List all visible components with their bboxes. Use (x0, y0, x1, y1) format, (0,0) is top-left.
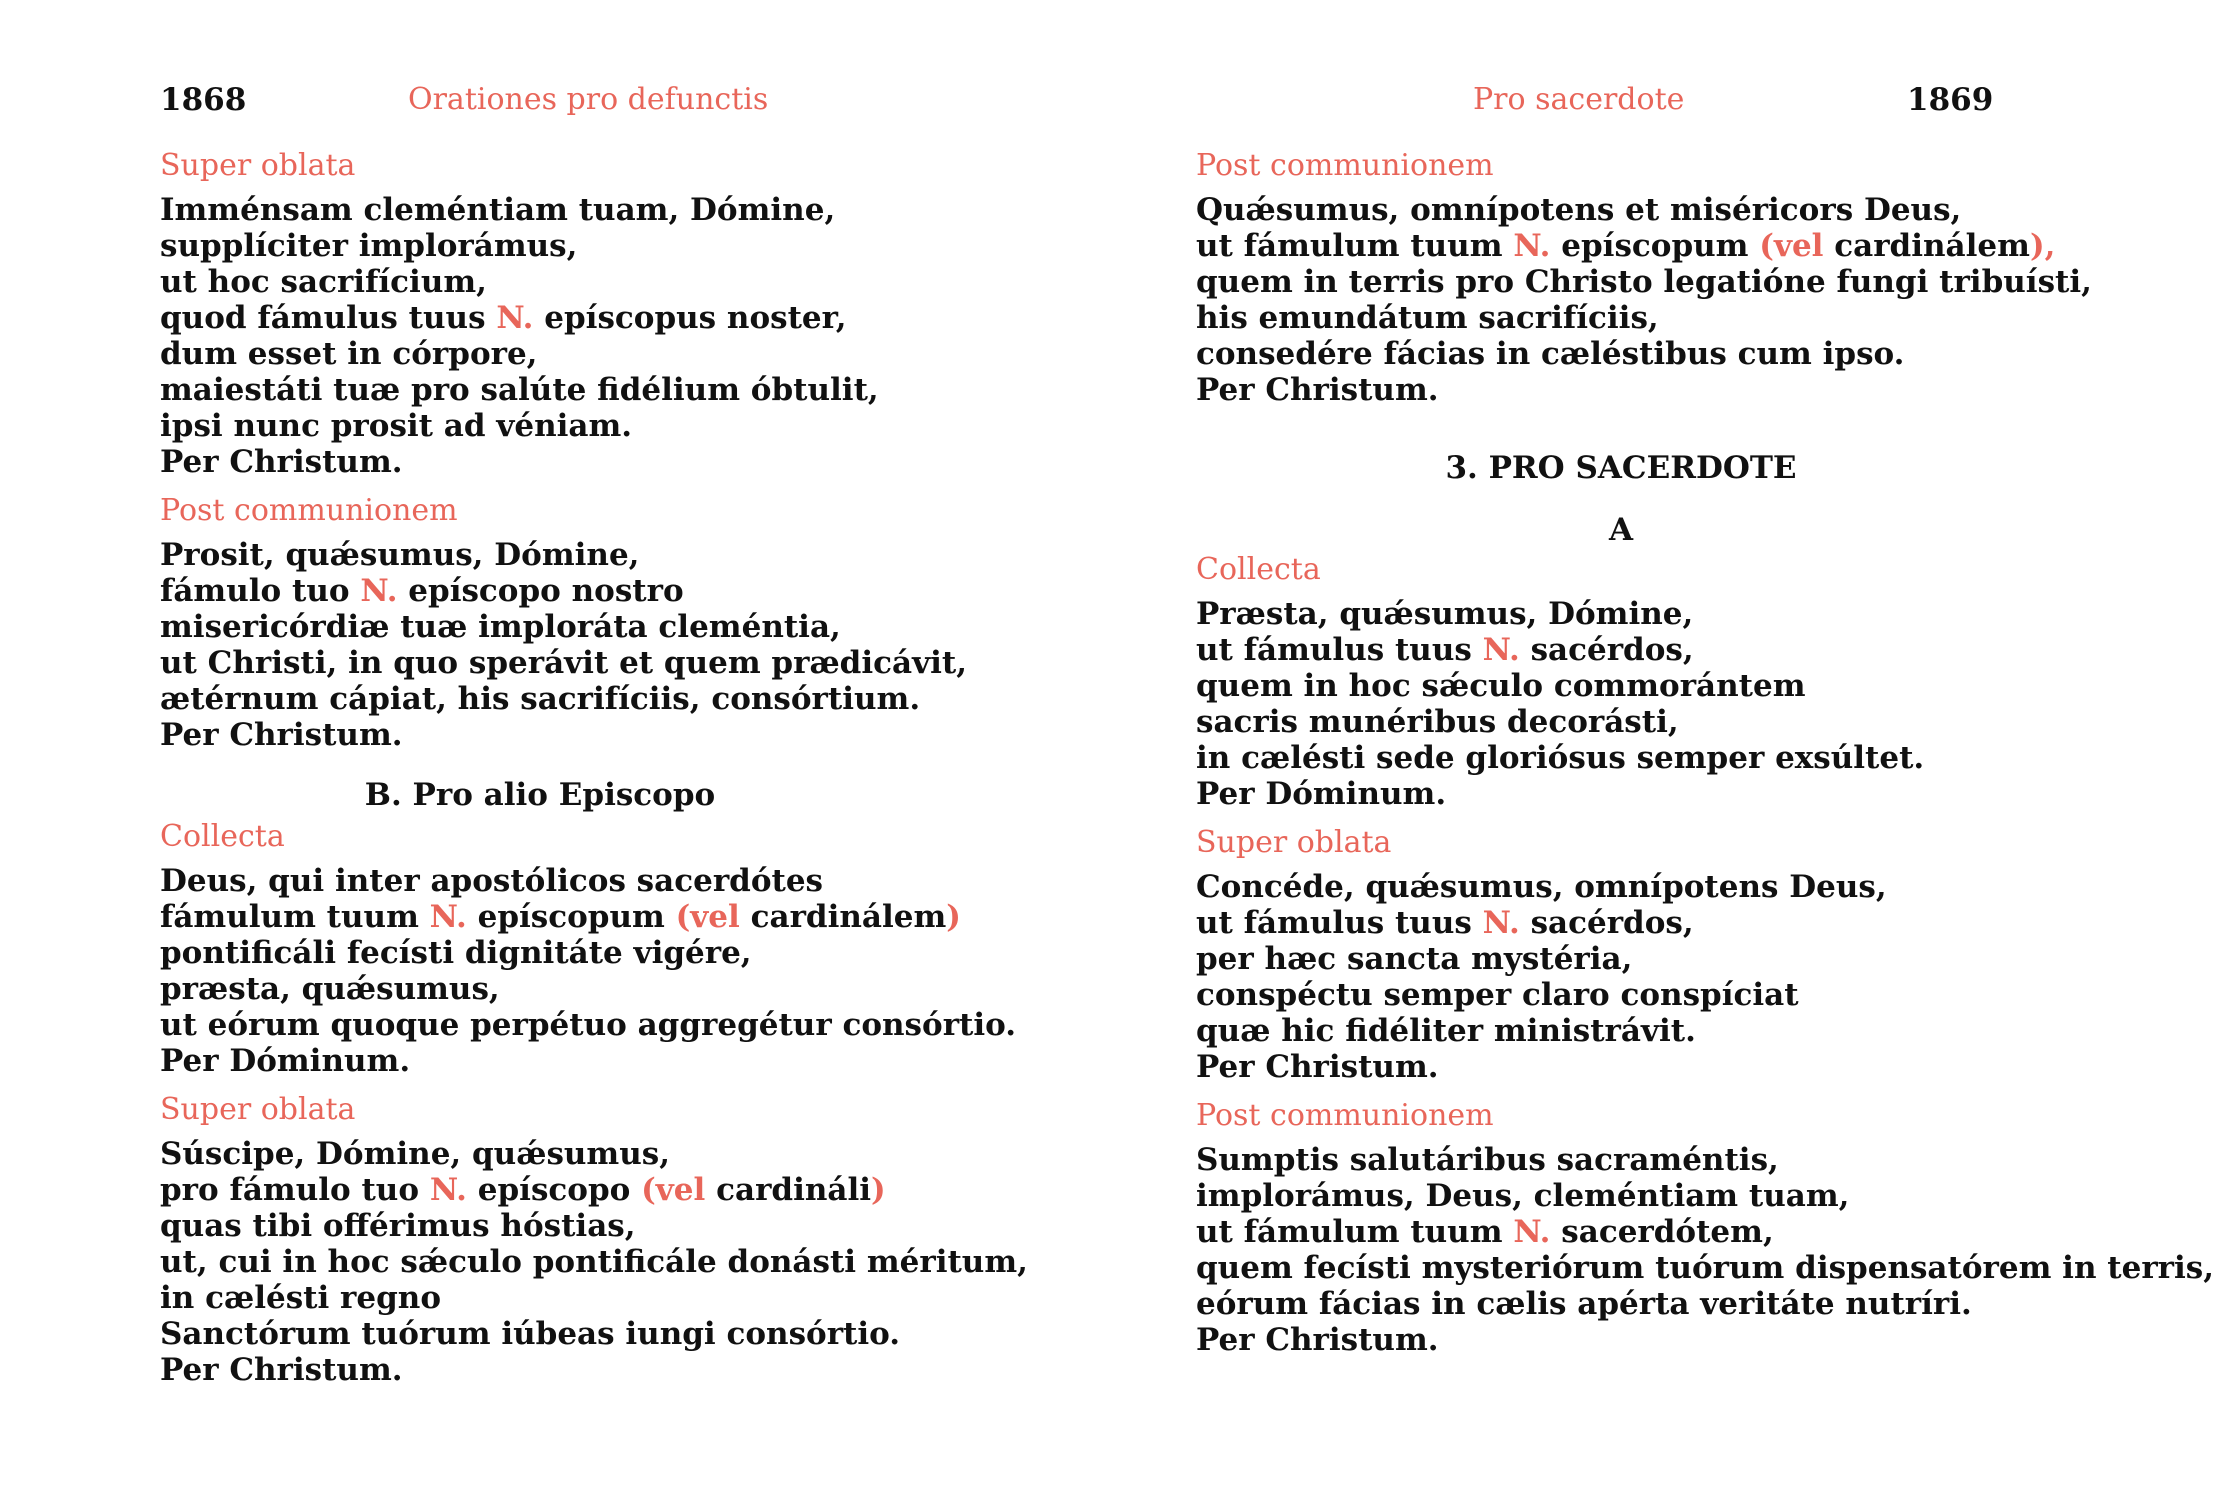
section-label: Collecta (160, 819, 285, 854)
text-line: ut Christi, in quo sperávit et quem prædicávit, (160, 645, 967, 681)
text-line: Quǽsumus, omnípotens et miséricors Deus, (1196, 192, 1962, 228)
page-number: 1868 (160, 82, 247, 118)
subsection-heading: A (1608, 512, 1634, 548)
text-line: ut, cui in hoc sǽculo pontificále donásti méritum, (160, 1244, 1028, 1280)
text-line: conspéctu semper claro conspíciat (1196, 977, 1799, 1013)
text-line: per hæc sancta mystéria, (1196, 941, 1633, 977)
text-line: ut hoc sacrifícium, (160, 264, 487, 300)
collecta-section (1196, 550, 2046, 812)
text-line: implorámus, Deus, cleméntiam tuam, (1196, 1178, 1850, 1214)
text-line: consedére fácias in cæléstibus cum ipso. (1196, 336, 1905, 372)
name-placeholder: N. (496, 300, 534, 336)
right-text-column (1196, 146, 2214, 1369)
section-label: Super oblata (160, 148, 356, 183)
post-communionem-section (160, 491, 967, 753)
text-line: Per Christum. (1196, 1322, 1439, 1358)
text-line: pro fámulo tuo N. epíscopo (vel cardináli) (160, 1172, 886, 1208)
text-line: quas tibi offérimus hóstias, (160, 1208, 636, 1244)
text-line: præsta, quǽsumus, (160, 971, 500, 1007)
section-label: Post communionem (1196, 148, 1494, 183)
left-page (0, 0, 1039, 1500)
text-line: Per Christum. (1196, 372, 1439, 408)
text-line: maiestáti tuæ pro salúte fidélium óbtulit, (160, 372, 879, 408)
text-line: sacris munéribus decorásti, (1196, 704, 1679, 740)
page-number: 1869 (1907, 82, 1994, 118)
post-communionem-section (1196, 1096, 2214, 1358)
text-line: quem fecísti mysteriórum tuórum dispensatórem in terris, (1196, 1250, 2214, 1286)
running-head: Pro sacerdote (1473, 82, 1685, 117)
text-line: his emundátum sacrifíciis, (1196, 300, 1659, 336)
section-heading: 3. PRO SACERDOTE (1445, 450, 1797, 486)
text-line: quem in hoc sǽculo commorántem (1196, 668, 1806, 704)
section-heading: B. Pro alio Episcopo (364, 777, 716, 813)
section-label: Post communionem (1196, 1098, 1494, 1133)
text-line: ipsi nunc prosit ad véniam. (160, 408, 633, 444)
name-placeholder: N. (1513, 1214, 1551, 1250)
text-line: dum esset in córpore, (160, 336, 538, 372)
text-line: Præsta, quǽsumus, Dómine, (1196, 596, 1694, 632)
text-line: Per Dóminum. (1196, 776, 1447, 812)
name-placeholder: N. (1482, 905, 1520, 941)
text-line: ut fámulum tuum N. epíscopum (vel cardinálem), (1196, 228, 2056, 264)
text-line: Per Christum. (160, 1352, 403, 1388)
text-line: in cælésti regno (160, 1280, 441, 1316)
right-page (1039, 0, 2214, 1500)
text-line: Concéde, quǽsumus, omnípotens Deus, (1196, 869, 1887, 905)
super-oblata-section (160, 146, 920, 480)
name-placeholder: N. (429, 899, 467, 935)
text-line: eórum fácias in cælis apérta veritáte nutríri. (1196, 1286, 1972, 1322)
collecta-section (160, 817, 1017, 1079)
text-line: quod fámulus tuus N. epíscopus noster, (160, 300, 847, 336)
text-line: ut eórum quoque perpétuo aggregétur consórtio. (160, 1007, 1017, 1043)
text-line: ut fámulus tuus N. sacérdos, (1196, 905, 1694, 941)
text-line: quem in terris pro Christo legatióne fungi tribuísti, (1196, 264, 2092, 300)
section-label: Super oblata (160, 1092, 356, 1127)
name-placeholder: N. (360, 573, 398, 609)
left-text-column (160, 146, 1028, 1399)
text-line: fámulo tuo N. epíscopo nostro (160, 573, 684, 609)
text-line: misericórdiæ tuæ imploráta cleméntia, (160, 609, 841, 645)
name-placeholder: N. (1513, 228, 1551, 264)
text-line: Sanctórum tuórum iúbeas iungi consórtio. (160, 1316, 901, 1352)
name-placeholder: N. (1482, 632, 1520, 668)
text-line: Per Christum. (160, 717, 403, 753)
text-line: Deus, qui inter apostólicos sacerdótes (160, 863, 824, 899)
text-line: fámulum tuum N. epíscopum (vel cardinálem) (160, 899, 961, 935)
text-line: Prosit, quǽsumus, Dómine, (160, 537, 640, 573)
text-line: quæ hic fidéliter ministrávit. (1196, 1013, 1696, 1049)
text-line: Per Christum. (1196, 1049, 1439, 1085)
text-line: Súscipe, Dómine, quǽsumus, (160, 1136, 671, 1172)
post-communionem-section (1196, 146, 2092, 408)
text-line: Sumptis salutáribus sacraméntis, (1196, 1142, 1779, 1178)
text-line: pontificáli fecísti dignitáte vigére, (160, 935, 752, 971)
text-line: Per Christum. (160, 444, 403, 480)
text-line: Per Dóminum. (160, 1043, 411, 1079)
section-label: Post communionem (160, 493, 458, 528)
text-line: ut fámulum tuum N. sacerdótem, (1196, 1214, 1774, 1250)
section-label: Super oblata (1196, 825, 1392, 860)
super-oblata-section (160, 1090, 1028, 1388)
text-line: supplíciter implorámus, (160, 228, 578, 264)
text-line: ut fámulus tuus N. sacérdos, (1196, 632, 1694, 668)
name-placeholder: N. (429, 1172, 467, 1208)
running-head: Orationes pro defunctis (408, 82, 769, 117)
super-oblata-section (1196, 823, 2046, 1085)
section-label: Collecta (1196, 552, 1321, 587)
text-line: ætérnum cápiat, his sacrifíciis, consórtium. (160, 681, 921, 717)
text-line: Imménsam cleméntiam tuam, Dómine, (160, 192, 836, 228)
text-line: in cælésti sede gloriósus semper exsúltet. (1196, 740, 1925, 776)
